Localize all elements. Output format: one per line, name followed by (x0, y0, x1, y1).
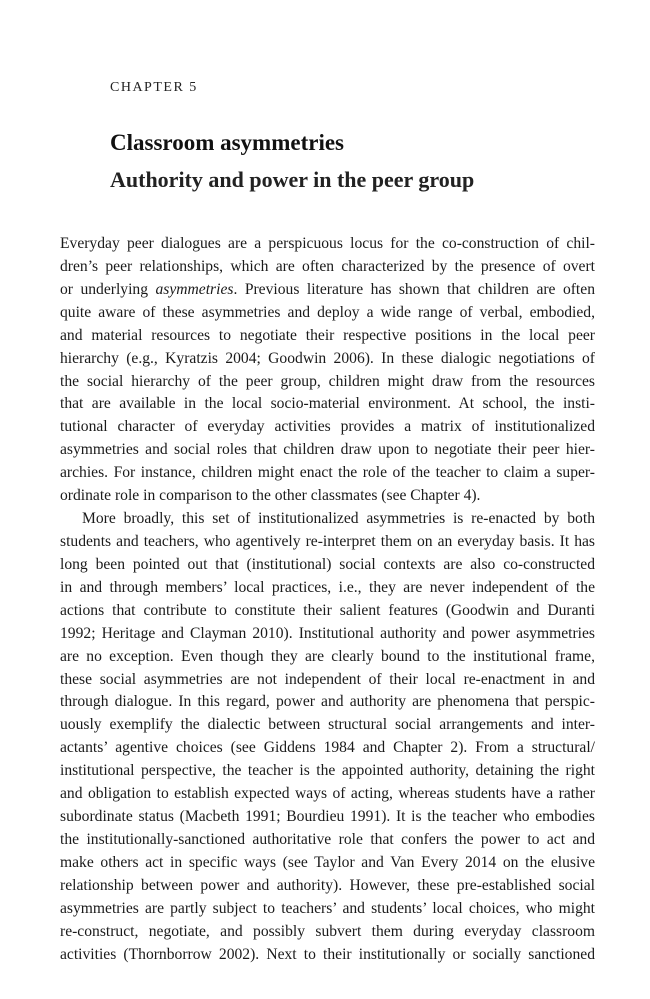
text-line: the institutionally-sanctioned authoritative role that confers the power to act and (60, 830, 595, 848)
text-line: asymmetries and social roles that children draw upon to negotiate their peer hier- (60, 441, 595, 459)
text-line: quite aware of these asymmetries and deploy a wide range of verbal, embodied, (60, 303, 595, 321)
text-segment: or underlying (60, 280, 156, 298)
text-line: re-construct, negotiate, and possibly subvert them during everyday classroom (60, 922, 595, 940)
text-line: are no exception. Even though they are clearly bound to the institutional frame, (60, 647, 595, 665)
text-line: archies. For instance, children might enact the role of the teacher to claim a super- (60, 464, 595, 482)
text-line: these social asymmetries are not independent of their local re-enactment in and (60, 670, 595, 688)
text-line: make others act in specific ways (see Taylor and Van Every 2014 on the elusive (60, 853, 595, 871)
text-line: actions that contribute to constitute their salient features (Goodwin and Duranti (60, 601, 595, 619)
text-line: long been pointed out that (institutional) social contexts are also co-constructed (60, 555, 595, 573)
emphasis-term: asymmetries (155, 280, 234, 298)
text-line: actants’ agentive choices (see Giddens 1984 and Chapter 2). From a structural/ (60, 739, 595, 757)
text-line: the social hierarchy of the peer group, children might draw from the resources (60, 372, 595, 390)
text-line: dren’s peer relationships, which are often characterized by the presence of overt (60, 257, 595, 275)
text-segment: . Previous literature has shown that children are often (233, 280, 595, 298)
text-line: and material resources to negotiate their respective positions in the local peer (60, 326, 595, 344)
chapter-label: CHAPTER 5 (110, 80, 198, 95)
text-line: Everyday peer dialogues are a perspicuous locus for the co-construction of chil- (60, 235, 595, 252)
text-line: asymmetries are partly subject to teachers’ and students’ local choices, who might (60, 899, 595, 917)
chapter-subtitle: Authority and power in the peer group (110, 167, 475, 192)
text-line: that are available in the local socio-material environment. At school, the insti- (60, 395, 595, 413)
text-line: uously exemplify the dialectic between structural social arrangements and inter- (60, 716, 595, 734)
text-line: and obligation to establish expected ways of acting, whereas students have a rather (60, 785, 595, 803)
text-line: in and through members’ local practices, i.e., they are never independent of the (60, 578, 595, 596)
text-line (60, 279, 595, 302)
text-line: ordinate role in comparison to the other classmates (see Chapter 4). (60, 487, 481, 505)
chapter-title: Classroom asymmetries (110, 130, 344, 155)
text-line: relationship between power and authority). However, these pre-established social (60, 876, 595, 894)
text-line: subordinate status (Macbeth 1991; Bourdieu 1991). It is the teacher who embodies (60, 808, 595, 826)
text-line: hierarchy (e.g., Kyratzis 2004; Goodwin 2006). In these dialogic negotiations of (60, 349, 595, 367)
text-line: 1992; Heritage and Clayman 2010). Institutional authority and power asymmetries (60, 624, 595, 642)
text-line: through dialogue. In this regard, power and authority are phenomena that perspic- (60, 693, 595, 711)
text-line: tutional character of everyday activities provides a matrix of institutionalized (60, 418, 595, 436)
text-line: students and teachers, who agentively re-interpret them on an everyday basis. It has (60, 532, 595, 550)
text-line: institutional perspective, the teacher is the appointed authority, detaining the right (60, 762, 595, 780)
body-text (60, 233, 595, 967)
text-line: activities (Thornborrow 2002). Next to their institutionally or socially sanctioned (60, 945, 595, 963)
paragraph-first-line: More broadly, this set of institutionalized asymmetries is re-enacted by both (82, 510, 595, 528)
